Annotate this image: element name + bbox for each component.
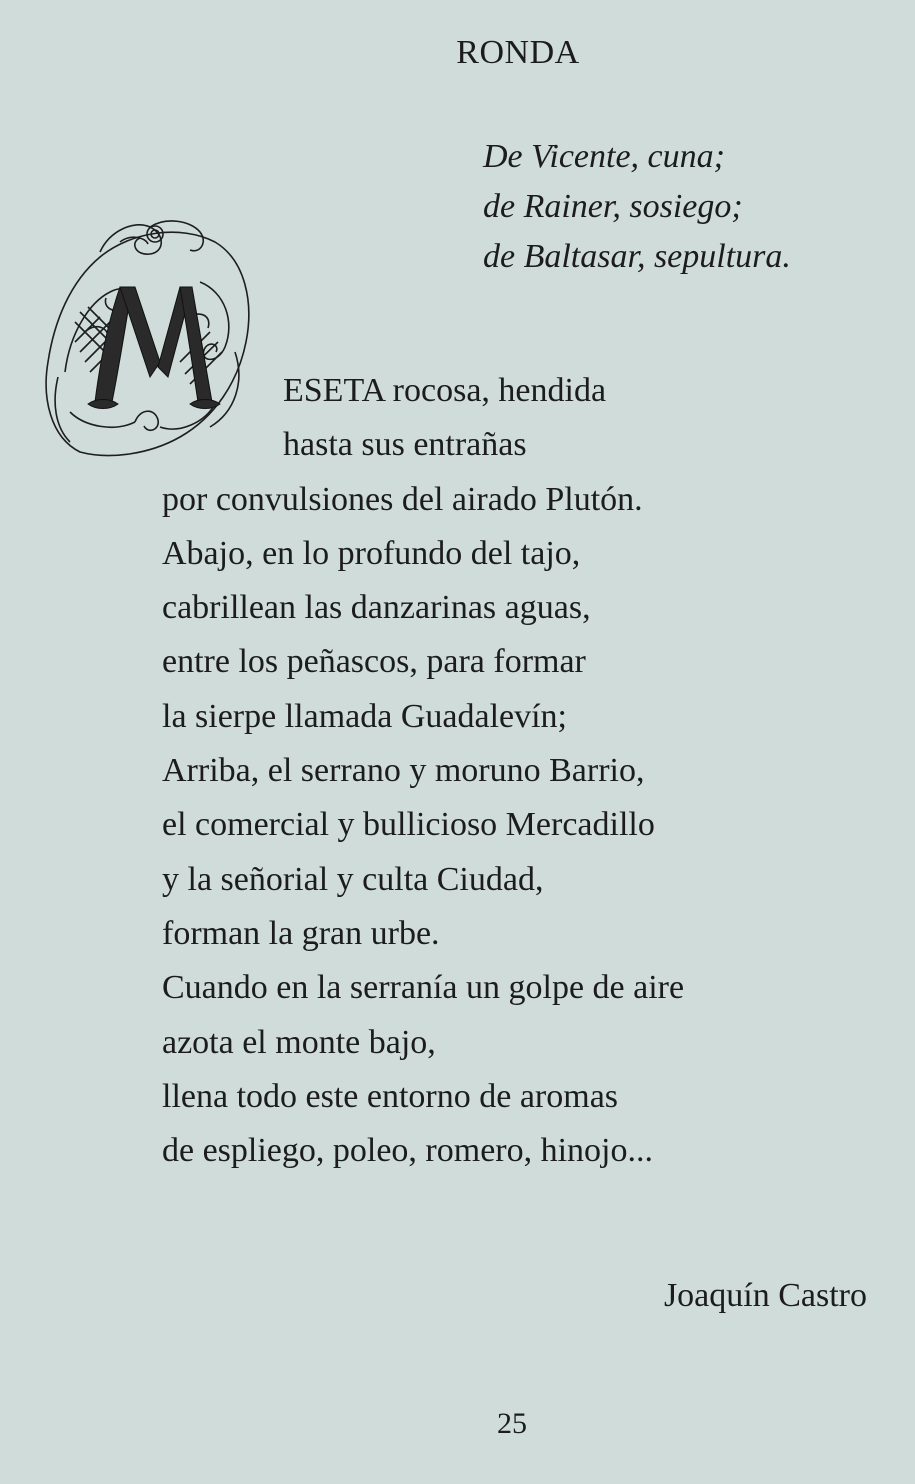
poem-line: Cuando en la serranía un golpe de aire bbox=[162, 969, 685, 1007]
poem-line: Abajo, en lo profundo del tajo, bbox=[162, 534, 581, 572]
poem-line: de espliego, poleo, romero, hinojo... bbox=[162, 1132, 654, 1170]
poem-line: por convulsiones del airado Plutón. bbox=[162, 480, 643, 518]
poem-line: entre los peñascos, para formar bbox=[162, 643, 586, 681]
poem-line: forman la gran urbe. bbox=[162, 914, 440, 952]
poem-line: y la señorial y culta Ciudad, bbox=[162, 860, 544, 898]
poem-body bbox=[162, 364, 684, 1178]
poem-line: Arriba, el serrano y moruno Barrio, bbox=[162, 752, 645, 790]
epigraph-line: De Vicente, cuna; bbox=[483, 138, 725, 175]
poem-line: la sierpe llamada Guadalevín; bbox=[162, 697, 567, 735]
page-number: 25 bbox=[497, 1407, 527, 1440]
poem-line: el comercial y bullicioso Mercadillo bbox=[162, 806, 655, 844]
poem-line: azota el monte bajo, bbox=[162, 1023, 436, 1061]
epigraph bbox=[483, 132, 791, 282]
poem-line: hasta sus entrañas bbox=[283, 426, 527, 464]
author-signature: Joaquín Castro bbox=[663, 1277, 867, 1314]
epigraph-line: de Baltasar, sepultura. bbox=[483, 238, 791, 275]
epigraph-line: de Rainer, sosiego; bbox=[483, 188, 743, 225]
poem-line: cabrillean las danzarinas aguas, bbox=[162, 589, 591, 627]
poem-line: llena todo este entorno de aromas bbox=[162, 1077, 619, 1115]
poem-line: ESETA rocosa, hendida bbox=[283, 372, 607, 409]
poem-title: RONDA bbox=[456, 34, 580, 71]
